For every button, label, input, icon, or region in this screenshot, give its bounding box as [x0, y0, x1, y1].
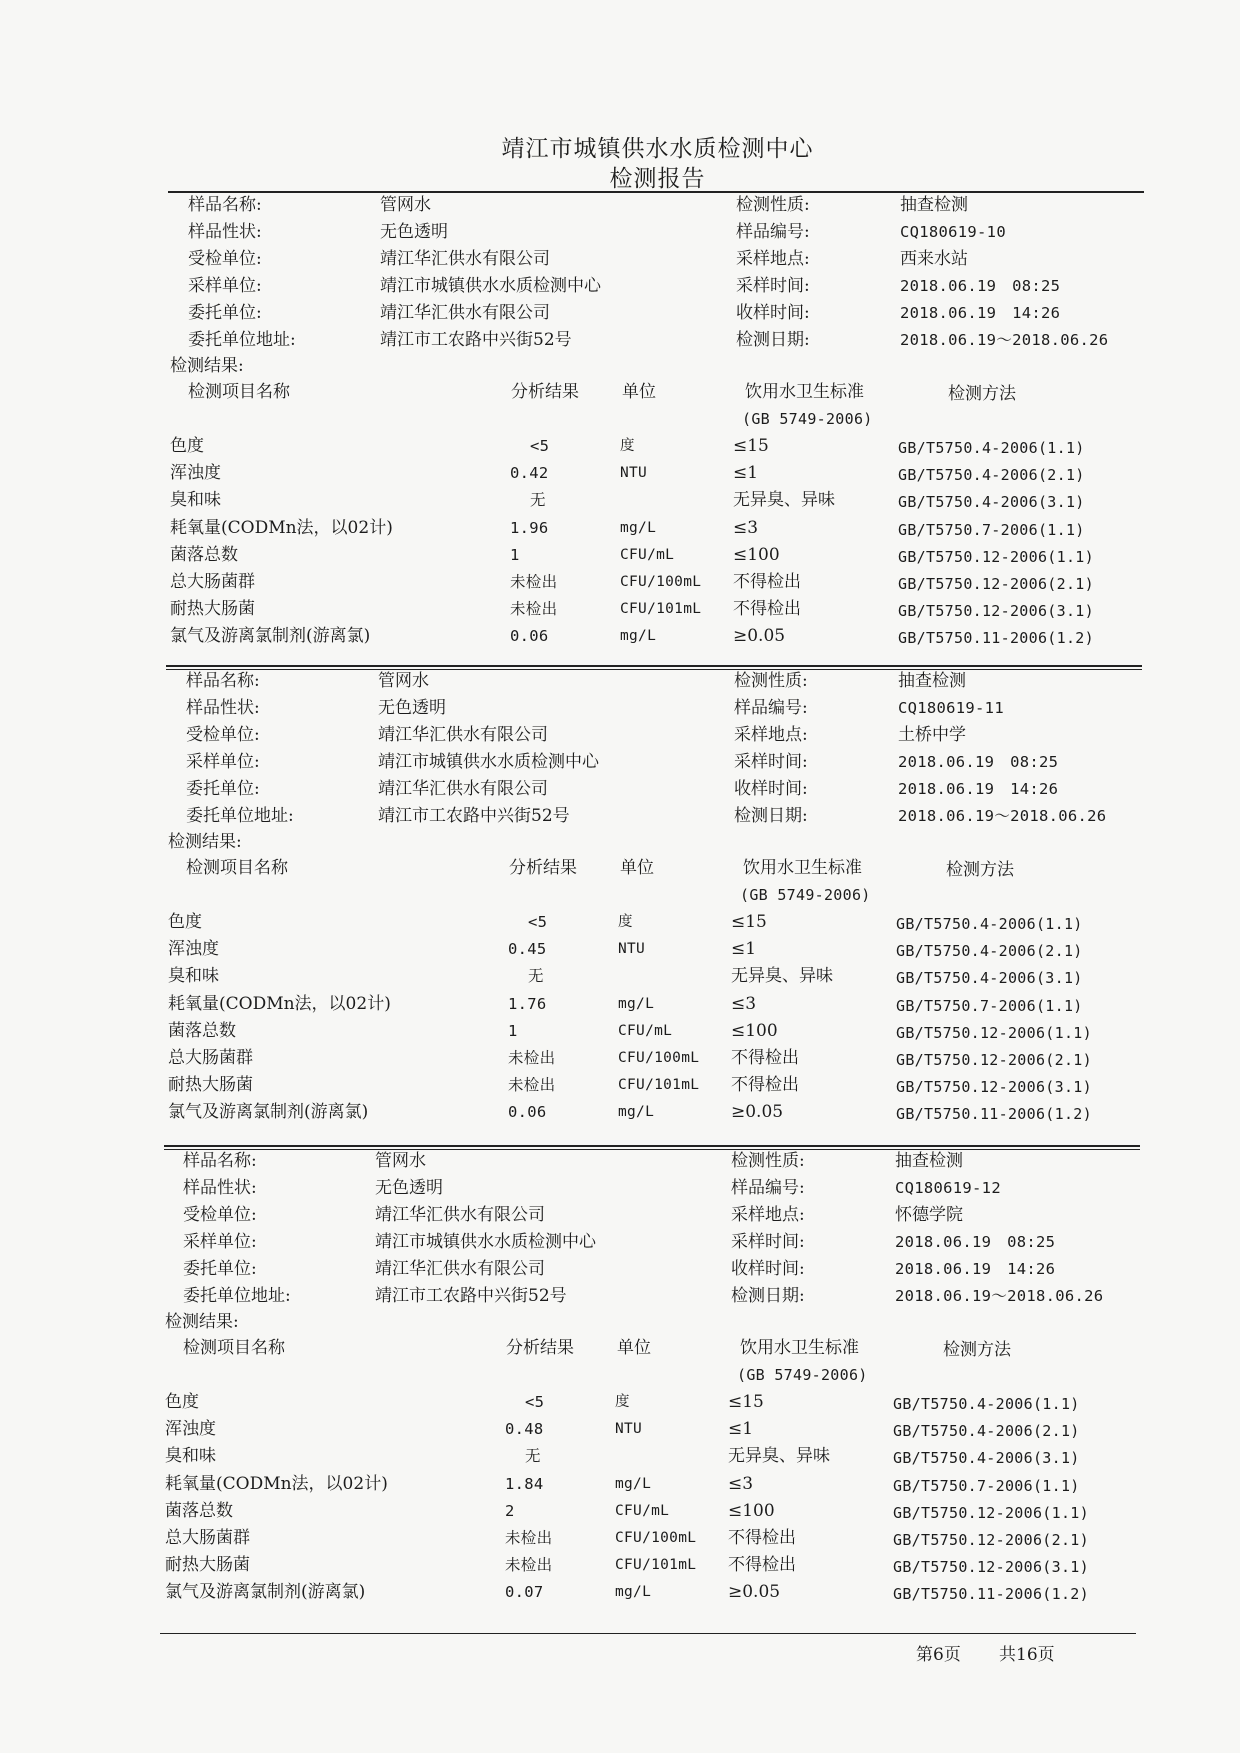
table-row-result: 未检出 [508, 1076, 556, 1095]
table-row-item: 耗氧量(CODMn法，以02计) [170, 517, 393, 538]
value-client-unit: 靖江华汇供水有限公司 [378, 779, 548, 799]
label-sampling-unit: 采样单位: [188, 276, 262, 296]
value-sampling-site: 怀德学院 [895, 1205, 963, 1225]
page-number: 第6页 [916, 1645, 961, 1665]
label-sampling-site: 采样地点: [736, 249, 810, 269]
column-header-method: 检测方法 [946, 860, 1014, 880]
label-sampling-unit: 采样单位: [186, 752, 260, 772]
value-nature: 无色透明 [380, 222, 448, 242]
label-sampling-time: 采样时间: [736, 276, 810, 296]
table-row-unit: CFU/100mL [618, 1050, 700, 1066]
column-header-unit: 单位 [622, 382, 656, 402]
value-inspected-unit: 靖江华汇供水有限公司 [380, 249, 550, 269]
table-row-method: GB/T5750.7-2006(1.1) [896, 996, 1083, 1015]
table-row-result: 未检出 [510, 573, 558, 591]
value-sampling-unit: 靖江市城镇供水水质检测中心 [380, 276, 601, 296]
value-client-address: 靖江市工农路中兴街52号 [380, 330, 572, 350]
value-sample-no: CQ180619-10 [900, 223, 1006, 241]
table-row-item: 臭和味 [165, 1446, 216, 1467]
label-inspected-unit: 受检单位: [183, 1205, 257, 1225]
table-row-result: 未检出 [505, 1556, 553, 1575]
page-total: 共16页 [999, 1645, 1055, 1665]
label-client-address: 委托单位地址: [188, 330, 296, 350]
table-row-unit: mg/L [620, 628, 657, 645]
column-header-result: 分析结果 [509, 858, 577, 878]
table-row-result: 0.45 [508, 940, 547, 959]
table-row-standard: ≤1 [731, 939, 757, 960]
table-row-method: GB/T5750.4-2006(1.1) [896, 915, 1083, 933]
value-sample-no: CQ180619-11 [898, 699, 1004, 717]
table-row-standard: ≤15 [733, 436, 769, 456]
table-row-unit: mg/L [615, 1584, 652, 1601]
value-nature: 无色透明 [375, 1178, 443, 1198]
value-test-type: 抽查检测 [898, 671, 966, 691]
table-row-unit: 度 [618, 914, 633, 930]
table-row-item: 臭和味 [170, 490, 221, 511]
table-row-standard: ≤1 [733, 463, 759, 484]
table-row-result: <5 [525, 1393, 545, 1411]
table-row-unit: mg/L [618, 995, 655, 1012]
report-title: 靖江市城镇供水水质检测中心 [501, 136, 814, 162]
table-row-item: 浑浊度 [168, 939, 219, 960]
table-row-method: GB/T5750.12-2006(1.1) [898, 547, 1094, 566]
table-row-unit: NTU [620, 465, 648, 482]
label-test-type: 检测性质: [736, 195, 810, 215]
table-row-standard: ≥0.05 [728, 1582, 781, 1603]
table-row-method: GB/T5750.7-2006(1.1) [898, 520, 1085, 539]
table-row-result: 1.84 [505, 1474, 544, 1493]
table-row-method: GB/T5750.4-2006(3.1) [898, 493, 1085, 512]
table-row-standard: 不得检出 [728, 1555, 796, 1576]
table-row-item: 浑浊度 [170, 463, 221, 484]
label-sample-name: 样品名称: [183, 1151, 257, 1171]
table-row-method: GB/T5750.11-2006(1.2) [896, 1105, 1092, 1124]
value-client-unit: 靖江华汇供水有限公司 [375, 1259, 545, 1279]
table-row-item: 总大肠菌群 [165, 1528, 250, 1548]
value-sampling-unit: 靖江市城镇供水水质检测中心 [378, 752, 599, 772]
value-sampling-time: 2018.06.19 08:25 [895, 1233, 1056, 1251]
table-row-unit: CFU/101mL [615, 1557, 697, 1574]
table-row-result: 0.07 [505, 1583, 544, 1602]
value-receive-time: 2018.06.19 14:26 [895, 1260, 1056, 1278]
value-receive-time: 2018.06.19 14:26 [900, 304, 1061, 322]
table-row-unit: NTU [615, 1421, 643, 1438]
table-row-method: GB/T5750.12-2006(2.1) [898, 575, 1094, 593]
value-inspected-unit: 靖江华汇供水有限公司 [378, 725, 548, 745]
report-subtitle: 检测报告 [609, 166, 706, 192]
results-label: 检测结果: [165, 1312, 239, 1332]
results-label: 检测结果: [170, 356, 244, 376]
top-rule [168, 191, 1144, 193]
table-row-method: GB/T5750.12-2006(2.1) [896, 1051, 1092, 1069]
table-row-unit: CFU/mL [615, 1502, 670, 1519]
table-row-result: 无 [530, 491, 546, 510]
label-sample-nature: 样品性状: [186, 698, 260, 718]
value-test-date: 2018.06.19～2018.06.26 [895, 1287, 1104, 1305]
table-row-item: 菌落总数 [170, 544, 238, 565]
value-receive-time: 2018.06.19 14:26 [898, 780, 1059, 798]
value-name: 管网水 [375, 1151, 426, 1171]
table-row-standard: ≤15 [728, 1392, 764, 1412]
table-row-result: <5 [530, 437, 550, 455]
table-row-method: GB/T5750.12-2006(1.1) [896, 1023, 1092, 1042]
table-row-standard: 无异臭、异味 [728, 1446, 830, 1467]
table-row-method: GB/T5750.11-2006(1.2) [893, 1585, 1089, 1604]
table-row-result: 0.48 [505, 1420, 544, 1439]
label-sampling-site: 采样地点: [734, 725, 808, 745]
label-client-unit: 委托单位: [186, 779, 260, 799]
value-name: 管网水 [378, 671, 429, 691]
table-row-method: GB/T5750.4-2006(1.1) [893, 1395, 1080, 1413]
column-header-item: 检测项目名称 [183, 1338, 285, 1358]
table-row-item: 氯气及游离氯制剂(游离氯) [168, 1102, 369, 1123]
value-nature: 无色透明 [378, 698, 446, 718]
value-client-address: 靖江市工农路中兴街52号 [378, 806, 570, 826]
table-row-method: GB/T5750.4-2006(2.1) [896, 942, 1083, 961]
table-row-item: 色度 [165, 1392, 199, 1412]
table-row-unit: CFU/101mL [620, 601, 702, 618]
table-row-item: 色度 [170, 436, 204, 456]
table-row-item: 耐热大肠菌 [170, 599, 255, 620]
column-header-item: 检测项目名称 [188, 382, 290, 402]
table-row-standard: ≤100 [728, 1500, 775, 1521]
label-sample-nature: 样品性状: [183, 1178, 257, 1198]
value-client-address: 靖江市工农路中兴街52号 [375, 1286, 567, 1306]
section-divider [164, 1149, 1140, 1150]
column-header-unit: 单位 [617, 1338, 651, 1358]
label-sampling-time: 采样时间: [731, 1232, 805, 1252]
value-test-date: 2018.06.19～2018.06.26 [898, 807, 1107, 825]
table-row-result: 0.06 [508, 1103, 547, 1122]
table-row-unit: CFU/101mL [618, 1077, 700, 1094]
table-row-unit: mg/L [620, 519, 657, 536]
table-row-item: 氯气及游离氯制剂(游离氯) [170, 626, 371, 647]
table-row-method: GB/T5750.4-2006(1.1) [898, 439, 1085, 457]
table-row-standard: ≥0.05 [731, 1102, 784, 1123]
table-row-item: 总大肠菌群 [170, 572, 255, 592]
table-row-standard: 无异臭、异味 [733, 490, 835, 511]
table-row-standard: 不得检出 [731, 1075, 799, 1096]
label-sample-no: 样品编号: [731, 1178, 805, 1198]
label-test-date: 检测日期: [731, 1286, 805, 1306]
label-client-address: 委托单位地址: [183, 1286, 291, 1306]
value-sampling-time: 2018.06.19 08:25 [898, 753, 1059, 771]
table-row-item: 臭和味 [168, 966, 219, 987]
label-client-unit: 委托单位: [183, 1259, 257, 1279]
column-header-standard: 饮用水卫生标准 [745, 382, 864, 402]
table-row-item: 耗氧量(CODMn法，以02计) [165, 1473, 388, 1494]
results-label: 检测结果: [168, 832, 242, 852]
column-header-standard-ref: (GB 5749-2006) [737, 1366, 868, 1384]
label-test-date: 检测日期: [736, 330, 810, 350]
table-row-result: 1.96 [510, 518, 549, 537]
table-row-result: 2 [505, 1501, 515, 1520]
table-row-item: 耐热大肠菌 [165, 1555, 250, 1576]
table-row-unit: 度 [615, 1394, 630, 1410]
bottom-rule [160, 1633, 1136, 1634]
table-row-standard: 不得检出 [733, 572, 801, 592]
value-sampling-unit: 靖江市城镇供水水质检测中心 [375, 1232, 596, 1252]
table-row-method: GB/T5750.12-2006(3.1) [898, 602, 1094, 621]
value-test-type: 抽查检测 [895, 1151, 963, 1171]
table-row-unit: mg/L [618, 1104, 655, 1121]
table-row-item: 耗氧量(CODMn法，以02计) [168, 993, 391, 1014]
table-row-standard: 不得检出 [728, 1528, 796, 1548]
table-row-method: GB/T5750.12-2006(3.1) [896, 1078, 1092, 1097]
section-divider [164, 1145, 1140, 1147]
table-row-unit: CFU/mL [618, 1022, 673, 1039]
table-row-method: GB/T5750.4-2006(2.1) [893, 1422, 1080, 1441]
label-receive-time: 收样时间: [736, 303, 810, 323]
table-row-item: 氯气及游离氯制剂(游离氯) [165, 1582, 366, 1603]
table-row-method: GB/T5750.4-2006(3.1) [893, 1449, 1080, 1468]
table-row-result: 0.42 [510, 464, 549, 483]
table-row-item: 色度 [168, 912, 202, 932]
label-receive-time: 收样时间: [731, 1259, 805, 1279]
table-row-method: GB/T5750.12-2006(2.1) [893, 1531, 1089, 1549]
value-sample-no: CQ180619-12 [895, 1179, 1001, 1197]
section-divider [166, 669, 1142, 670]
label-test-date: 检测日期: [734, 806, 808, 826]
column-header-standard-ref: (GB 5749-2006) [740, 886, 871, 904]
value-sampling-site: 西来水站 [900, 249, 968, 269]
label-sample-name: 样品名称: [186, 671, 260, 691]
value-test-type: 抽查检测 [900, 195, 968, 215]
table-row-result: 无 [528, 967, 544, 986]
label-receive-time: 收样时间: [734, 779, 808, 799]
table-row-unit: CFU/mL [620, 546, 675, 563]
table-row-unit: NTU [618, 941, 646, 958]
table-row-standard: ≤100 [733, 544, 780, 565]
column-header-method: 检测方法 [948, 384, 1016, 404]
value-test-date: 2018.06.19～2018.06.26 [900, 331, 1109, 349]
value-sampling-time: 2018.06.19 08:25 [900, 277, 1061, 295]
label-sampling-time: 采样时间: [734, 752, 808, 772]
table-row-item: 浑浊度 [165, 1419, 216, 1440]
table-row-result: 1 [510, 545, 520, 564]
table-row-unit: CFU/100mL [615, 1530, 697, 1546]
table-row-result: 1.76 [508, 994, 547, 1013]
label-inspected-unit: 受检单位: [186, 725, 260, 745]
table-row-item: 总大肠菌群 [168, 1048, 253, 1068]
label-sample-nature: 样品性状: [188, 222, 262, 242]
section-divider [166, 665, 1142, 667]
column-header-standard: 饮用水卫生标准 [740, 1338, 859, 1358]
label-sample-no: 样品编号: [734, 698, 808, 718]
table-row-item: 菌落总数 [165, 1500, 233, 1521]
column-header-result: 分析结果 [506, 1338, 574, 1358]
table-row-standard: ≤1 [728, 1419, 754, 1440]
table-row-unit: mg/L [615, 1475, 652, 1492]
table-row-result: 0.06 [510, 627, 549, 646]
column-header-standard-ref: (GB 5749-2006) [742, 410, 873, 428]
table-row-method: GB/T5750.4-2006(2.1) [898, 466, 1085, 485]
table-row-standard: ≤100 [731, 1020, 778, 1041]
label-sample-no: 样品编号: [736, 222, 810, 242]
value-name: 管网水 [380, 195, 431, 215]
table-row-result: 未检出 [508, 1049, 556, 1067]
table-row-method: GB/T5750.12-2006(1.1) [893, 1503, 1089, 1522]
column-header-method: 检测方法 [943, 1340, 1011, 1360]
label-inspected-unit: 受检单位: [188, 249, 262, 269]
table-row-result: <5 [528, 913, 548, 931]
table-row-result: 未检出 [510, 600, 558, 619]
table-row-standard: ≥0.05 [733, 626, 786, 647]
column-header-result: 分析结果 [511, 382, 579, 402]
column-header-item: 检测项目名称 [186, 858, 288, 878]
table-row-result: 未检出 [505, 1529, 553, 1547]
table-row-method: GB/T5750.11-2006(1.2) [898, 629, 1094, 648]
table-row-standard: 不得检出 [731, 1048, 799, 1068]
value-inspected-unit: 靖江华汇供水有限公司 [375, 1205, 545, 1225]
table-row-item: 菌落总数 [168, 1020, 236, 1041]
column-header-unit: 单位 [620, 858, 654, 878]
table-row-unit: CFU/100mL [620, 574, 702, 590]
table-row-standard: ≤3 [733, 517, 759, 538]
label-sampling-site: 采样地点: [731, 1205, 805, 1225]
table-row-standard: 无异臭、异味 [731, 966, 833, 987]
column-header-standard: 饮用水卫生标准 [743, 858, 862, 878]
value-sampling-site: 土桥中学 [898, 725, 966, 745]
table-row-item: 耐热大肠菌 [168, 1075, 253, 1096]
table-row-standard: ≤3 [731, 993, 757, 1014]
table-row-method: GB/T5750.4-2006(3.1) [896, 969, 1083, 988]
table-row-unit: 度 [620, 438, 635, 454]
table-row-result: 1 [508, 1021, 518, 1040]
table-row-standard: ≤3 [728, 1473, 754, 1494]
label-sampling-unit: 采样单位: [183, 1232, 257, 1252]
value-client-unit: 靖江华汇供水有限公司 [380, 303, 550, 323]
table-row-standard: ≤15 [731, 912, 767, 932]
table-row-result: 无 [525, 1447, 541, 1466]
table-row-standard: 不得检出 [733, 599, 801, 620]
label-test-type: 检测性质: [731, 1151, 805, 1171]
table-row-method: GB/T5750.12-2006(3.1) [893, 1558, 1089, 1577]
label-sample-name: 样品名称: [188, 195, 262, 215]
label-client-address: 委托单位地址: [186, 806, 294, 826]
label-test-type: 检测性质: [734, 671, 808, 691]
label-client-unit: 委托单位: [188, 303, 262, 323]
table-row-method: GB/T5750.7-2006(1.1) [893, 1476, 1080, 1495]
